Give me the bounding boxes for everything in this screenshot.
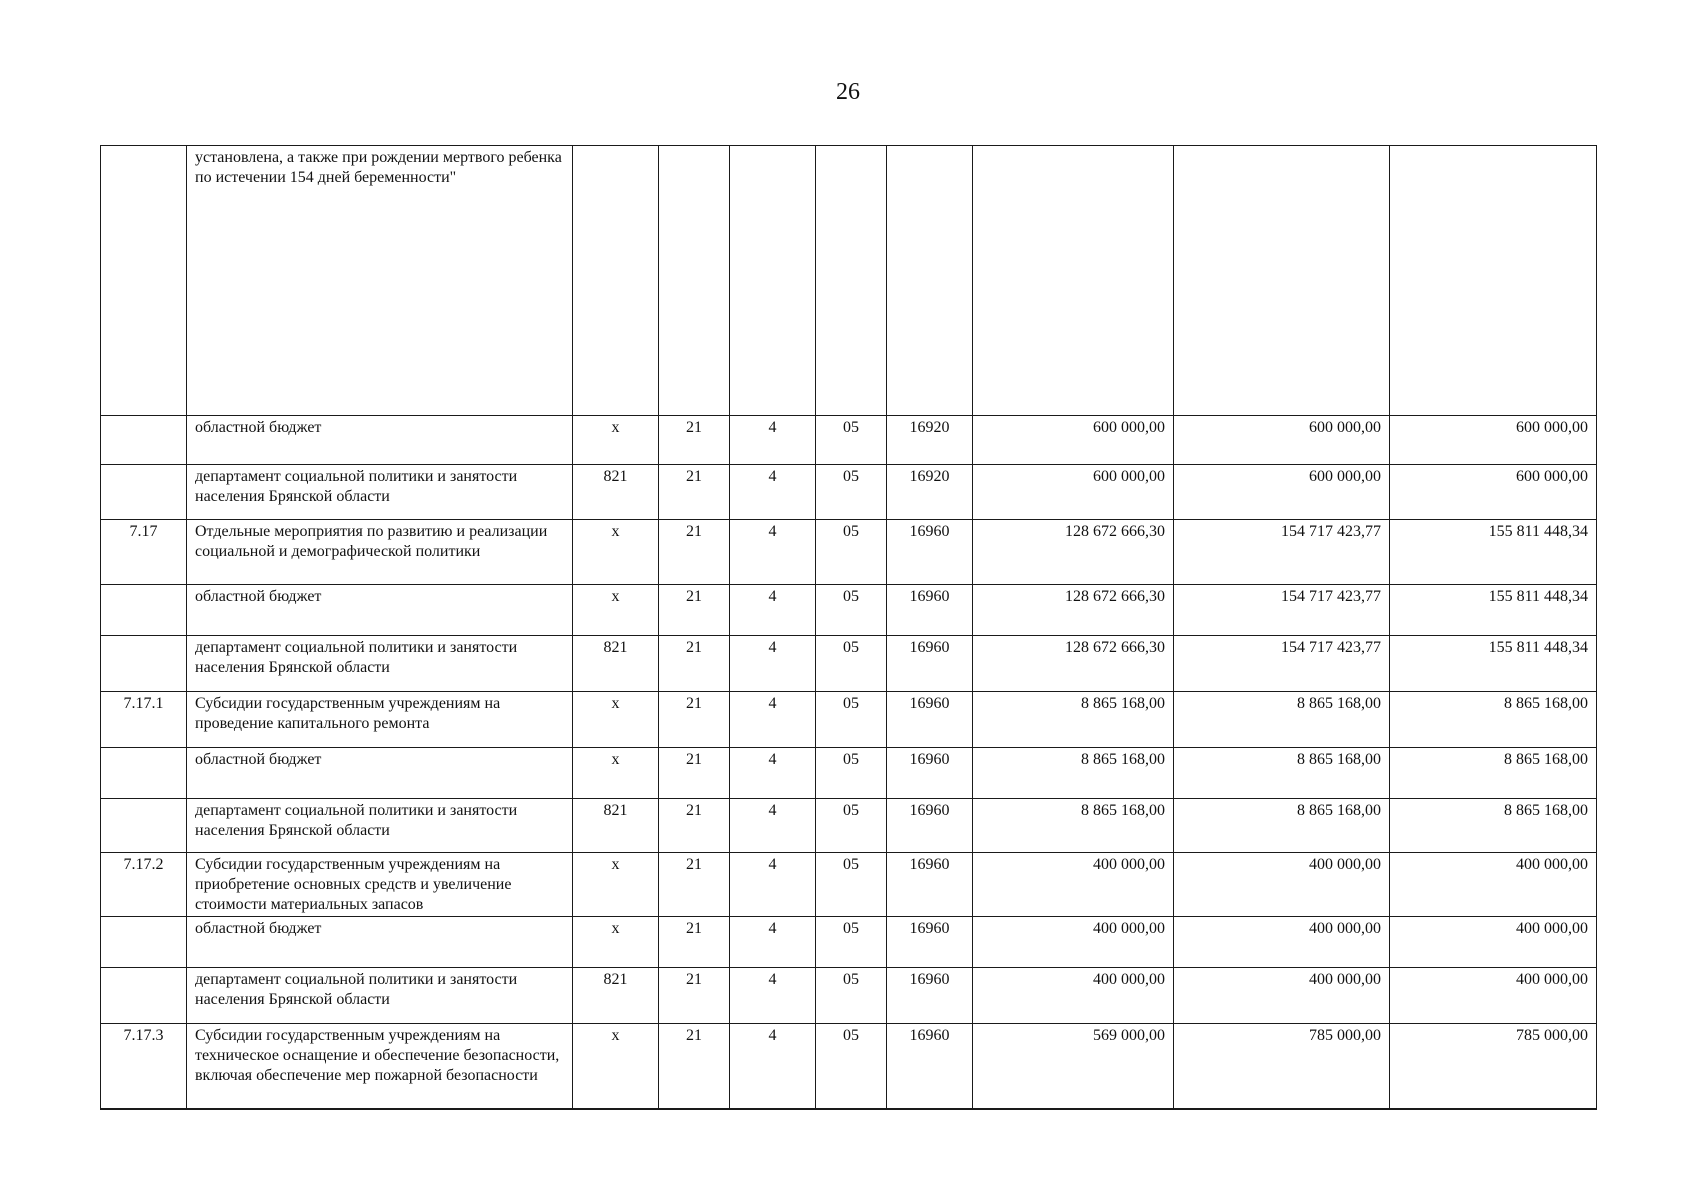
grbs-cell: х [573, 520, 659, 585]
amount-year2-cell: 8 865 168,00 [1174, 748, 1390, 799]
budget-table [100, 145, 1597, 1110]
amount-year2-cell: 785 000,00 [1174, 1024, 1390, 1109]
amount-year1-cell: 128 672 666,30 [973, 636, 1174, 692]
grbs-cell: х [573, 585, 659, 636]
grbs-cell: х [573, 748, 659, 799]
code-direction-cell: 16960 [887, 917, 973, 968]
row-name-cell: областной бюджет [187, 917, 573, 968]
amount-year2-cell: 154 717 423,77 [1174, 636, 1390, 692]
code-subprogram-cell: 4 [730, 748, 816, 799]
code-subprogram-cell: 4 [730, 585, 816, 636]
row-number-cell [101, 968, 187, 1024]
amount-year1-cell [973, 146, 1174, 416]
code-direction-cell: 16960 [887, 748, 973, 799]
code-program-cell: 21 [659, 416, 730, 465]
grbs-cell: х [573, 692, 659, 748]
row-name-cell: областной бюджет [187, 585, 573, 636]
code-subprogram-cell: 4 [730, 692, 816, 748]
row-name-cell: Отдельные мероприятия по развитию и реализации социальной и демографической политики [187, 520, 573, 585]
code-subprogram-cell: 4 [730, 1024, 816, 1109]
code-direction-cell: 16960 [887, 585, 973, 636]
code-event-cell: 05 [816, 968, 887, 1024]
code-event-cell: 05 [816, 416, 887, 465]
amount-year3-cell [1390, 146, 1597, 416]
code-event-cell: 05 [816, 585, 887, 636]
row-name-cell: Субсидии государственным учреждениям на проведение капитального ремонта [187, 692, 573, 748]
amount-year2-cell: 600 000,00 [1174, 416, 1390, 465]
table-row [101, 799, 1597, 853]
row-number-cell: 7.17.2 [101, 853, 187, 917]
grbs-cell: 821 [573, 968, 659, 1024]
row-name-cell: установлена, а также при рождении мертвого ребенка по истечении 154 дней беременности" [187, 146, 573, 416]
code-event-cell [816, 146, 887, 416]
code-direction-cell: 16960 [887, 692, 973, 748]
amount-year3-cell: 8 865 168,00 [1390, 748, 1597, 799]
amount-year3-cell: 400 000,00 [1390, 968, 1597, 1024]
code-program-cell: 21 [659, 748, 730, 799]
grbs-cell: 821 [573, 636, 659, 692]
code-event-cell: 05 [816, 799, 887, 853]
code-program-cell: 21 [659, 636, 730, 692]
grbs-cell: 821 [573, 799, 659, 853]
amount-year2-cell: 400 000,00 [1174, 853, 1390, 917]
code-direction-cell: 16960 [887, 1024, 973, 1109]
amount-year2-cell: 154 717 423,77 [1174, 585, 1390, 636]
amount-year2-cell: 8 865 168,00 [1174, 692, 1390, 748]
row-number-cell [101, 416, 187, 465]
amount-year1-cell: 400 000,00 [973, 968, 1174, 1024]
table-row [101, 1024, 1597, 1109]
row-number-cell [101, 465, 187, 520]
table-row [101, 465, 1597, 520]
code-program-cell [659, 146, 730, 416]
row-name-cell: департамент социальной политики и занятости населения Брянской области [187, 799, 573, 853]
code-event-cell: 05 [816, 636, 887, 692]
amount-year1-cell: 128 672 666,30 [973, 520, 1174, 585]
row-number-cell [101, 146, 187, 416]
code-event-cell: 05 [816, 917, 887, 968]
amount-year1-cell: 128 672 666,30 [973, 585, 1174, 636]
amount-year1-cell: 8 865 168,00 [973, 799, 1174, 853]
code-program-cell: 21 [659, 520, 730, 585]
code-program-cell: 21 [659, 917, 730, 968]
amount-year1-cell: 400 000,00 [973, 917, 1174, 968]
amount-year3-cell: 600 000,00 [1390, 465, 1597, 520]
code-direction-cell: 16960 [887, 968, 973, 1024]
code-subprogram-cell: 4 [730, 799, 816, 853]
table-row [101, 585, 1597, 636]
code-program-cell: 21 [659, 465, 730, 520]
code-subprogram-cell: 4 [730, 853, 816, 917]
code-program-cell: 21 [659, 585, 730, 636]
code-program-cell: 21 [659, 799, 730, 853]
table-row [101, 520, 1597, 585]
code-event-cell: 05 [816, 853, 887, 917]
amount-year3-cell: 400 000,00 [1390, 917, 1597, 968]
code-event-cell: 05 [816, 692, 887, 748]
amount-year3-cell: 8 865 168,00 [1390, 799, 1597, 853]
grbs-cell: х [573, 416, 659, 465]
amount-year2-cell: 8 865 168,00 [1174, 799, 1390, 853]
code-direction-cell: 16960 [887, 853, 973, 917]
amount-year1-cell: 600 000,00 [973, 416, 1174, 465]
table-row [101, 416, 1597, 465]
amount-year1-cell: 569 000,00 [973, 1024, 1174, 1109]
code-direction-cell: 16960 [887, 799, 973, 853]
code-subprogram-cell: 4 [730, 520, 816, 585]
grbs-cell: х [573, 853, 659, 917]
code-program-cell: 21 [659, 1024, 730, 1109]
table-row [101, 692, 1597, 748]
table-row [101, 853, 1597, 917]
row-name-cell: областной бюджет [187, 748, 573, 799]
amount-year3-cell: 400 000,00 [1390, 853, 1597, 917]
code-program-cell: 21 [659, 968, 730, 1024]
code-direction-cell: 16960 [887, 636, 973, 692]
code-subprogram-cell [730, 146, 816, 416]
table-row [101, 968, 1597, 1024]
amount-year3-cell: 155 811 448,34 [1390, 520, 1597, 585]
amount-year1-cell: 600 000,00 [973, 465, 1174, 520]
code-program-cell: 21 [659, 692, 730, 748]
code-event-cell: 05 [816, 1024, 887, 1109]
code-subprogram-cell: 4 [730, 465, 816, 520]
amount-year3-cell: 155 811 448,34 [1390, 636, 1597, 692]
row-number-cell: 7.17.3 [101, 1024, 187, 1109]
amount-year1-cell: 400 000,00 [973, 853, 1174, 917]
row-number-cell: 7.17.1 [101, 692, 187, 748]
row-name-cell: департамент социальной политики и занятости населения Брянской области [187, 636, 573, 692]
amount-year2-cell: 154 717 423,77 [1174, 520, 1390, 585]
amount-year3-cell: 600 000,00 [1390, 416, 1597, 465]
code-subprogram-cell: 4 [730, 416, 816, 465]
row-name-cell: Субсидии государственным учреждениям на техническое оснащение и обеспечение безопасности, включая обеспечение мер пожарной безопасности [187, 1024, 573, 1109]
page-number: 26 [836, 79, 860, 105]
amount-year2-cell: 400 000,00 [1174, 917, 1390, 968]
amount-year3-cell: 785 000,00 [1390, 1024, 1597, 1109]
code-direction-cell: 16960 [887, 520, 973, 585]
amount-year2-cell: 400 000,00 [1174, 968, 1390, 1024]
code-subprogram-cell: 4 [730, 917, 816, 968]
row-name-cell: департамент социальной политики и занятости населения Брянской области [187, 968, 573, 1024]
code-event-cell: 05 [816, 748, 887, 799]
code-event-cell: 05 [816, 520, 887, 585]
row-name-cell: областной бюджет [187, 416, 573, 465]
row-number-cell: 7.17 [101, 520, 187, 585]
amount-year3-cell: 155 811 448,34 [1390, 585, 1597, 636]
table-row [101, 636, 1597, 692]
grbs-cell: 821 [573, 465, 659, 520]
code-direction-cell: 16920 [887, 416, 973, 465]
code-subprogram-cell: 4 [730, 968, 816, 1024]
code-subprogram-cell: 4 [730, 636, 816, 692]
table-row [101, 146, 1597, 416]
amount-year2-cell [1174, 146, 1390, 416]
amount-year1-cell: 8 865 168,00 [973, 692, 1174, 748]
code-direction-cell [887, 146, 973, 416]
code-direction-cell: 16920 [887, 465, 973, 520]
row-name-cell: Субсидии государственным учреждениям на приобретение основных средств и увеличение стоимости материальных запасов [187, 853, 573, 917]
row-number-cell [101, 917, 187, 968]
row-number-cell [101, 748, 187, 799]
amount-year3-cell: 8 865 168,00 [1390, 692, 1597, 748]
table-row [101, 748, 1597, 799]
grbs-cell [573, 146, 659, 416]
grbs-cell: х [573, 917, 659, 968]
row-number-cell [101, 799, 187, 853]
code-program-cell: 21 [659, 853, 730, 917]
code-event-cell: 05 [816, 465, 887, 520]
amount-year2-cell: 600 000,00 [1174, 465, 1390, 520]
amount-year1-cell: 8 865 168,00 [973, 748, 1174, 799]
row-name-cell: департамент социальной политики и занятости населения Брянской области [187, 465, 573, 520]
row-number-cell [101, 585, 187, 636]
grbs-cell: х [573, 1024, 659, 1109]
row-number-cell [101, 636, 187, 692]
table-row [101, 917, 1597, 968]
